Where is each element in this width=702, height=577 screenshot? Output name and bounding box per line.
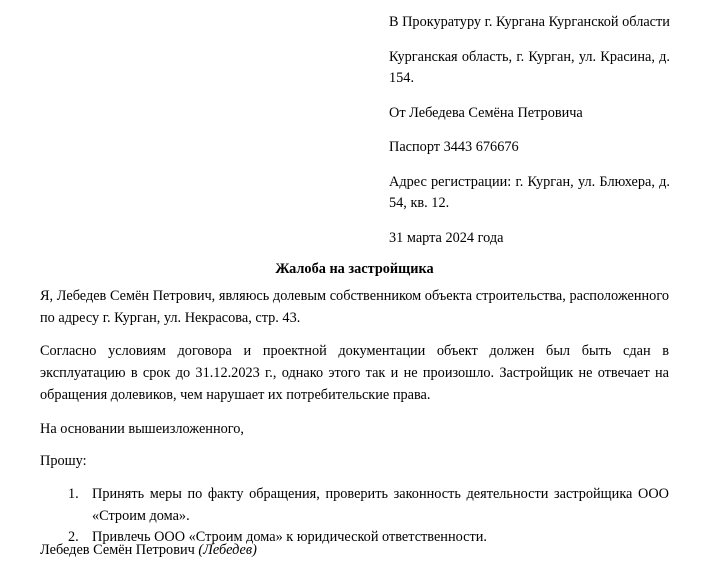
signature-line: [40, 540, 669, 562]
request-list-item: Принять меры по факту обращения, проверить законность деятельности застройщика ООО «Строим дома».: [92, 485, 669, 524]
addressee-address-line: Курганская область, г. Курган, ул. Красина, д. 154.: [389, 48, 670, 86]
document-header-block: [389, 12, 670, 249]
signature-handwritten: (Лебедев): [198, 542, 257, 558]
document-date: 31 марта 2024 года: [389, 229, 504, 246]
request-list-item: Привлечь ООО «Строим дома» к юридической ответственности.: [92, 529, 487, 546]
addressee-line: В Прокуратуру г. Кургана Курганской области: [389, 14, 670, 30]
body-paragraph-2: Согласно условиям договора и проектной документации объект должен был быть сдан в эксплуатацию в срок до 31.12.2023 г., однако этого так и не произошло. Застройщик не отвечает на обращения долевиков, чем нарушает их потребительские права.: [40, 343, 669, 403]
document-title: Жалоба на застройщика: [275, 261, 434, 277]
document-body: [40, 286, 669, 549]
body-paragraph-1: Я, Лебедев Семён Петрович, являюсь долевым собственником объекта строительства, расположенного по адресу г. Курган, ул. Некрасова, стр. 43.: [40, 288, 669, 326]
signature-name: Лебедев Семён Петрович: [40, 542, 199, 558]
request-intro: Прошу:: [40, 453, 87, 470]
passport-line: Паспорт 3443 676676: [389, 139, 519, 155]
body-paragraph-3: На основании вышеизложенного,: [40, 420, 244, 437]
registration-address-line: Адрес регистрации: г. Курган, ул. Блюхера, д. 54, кв. 12.: [389, 173, 670, 211]
applicant-line: От Лебедева Семёна Петровича: [389, 104, 583, 121]
